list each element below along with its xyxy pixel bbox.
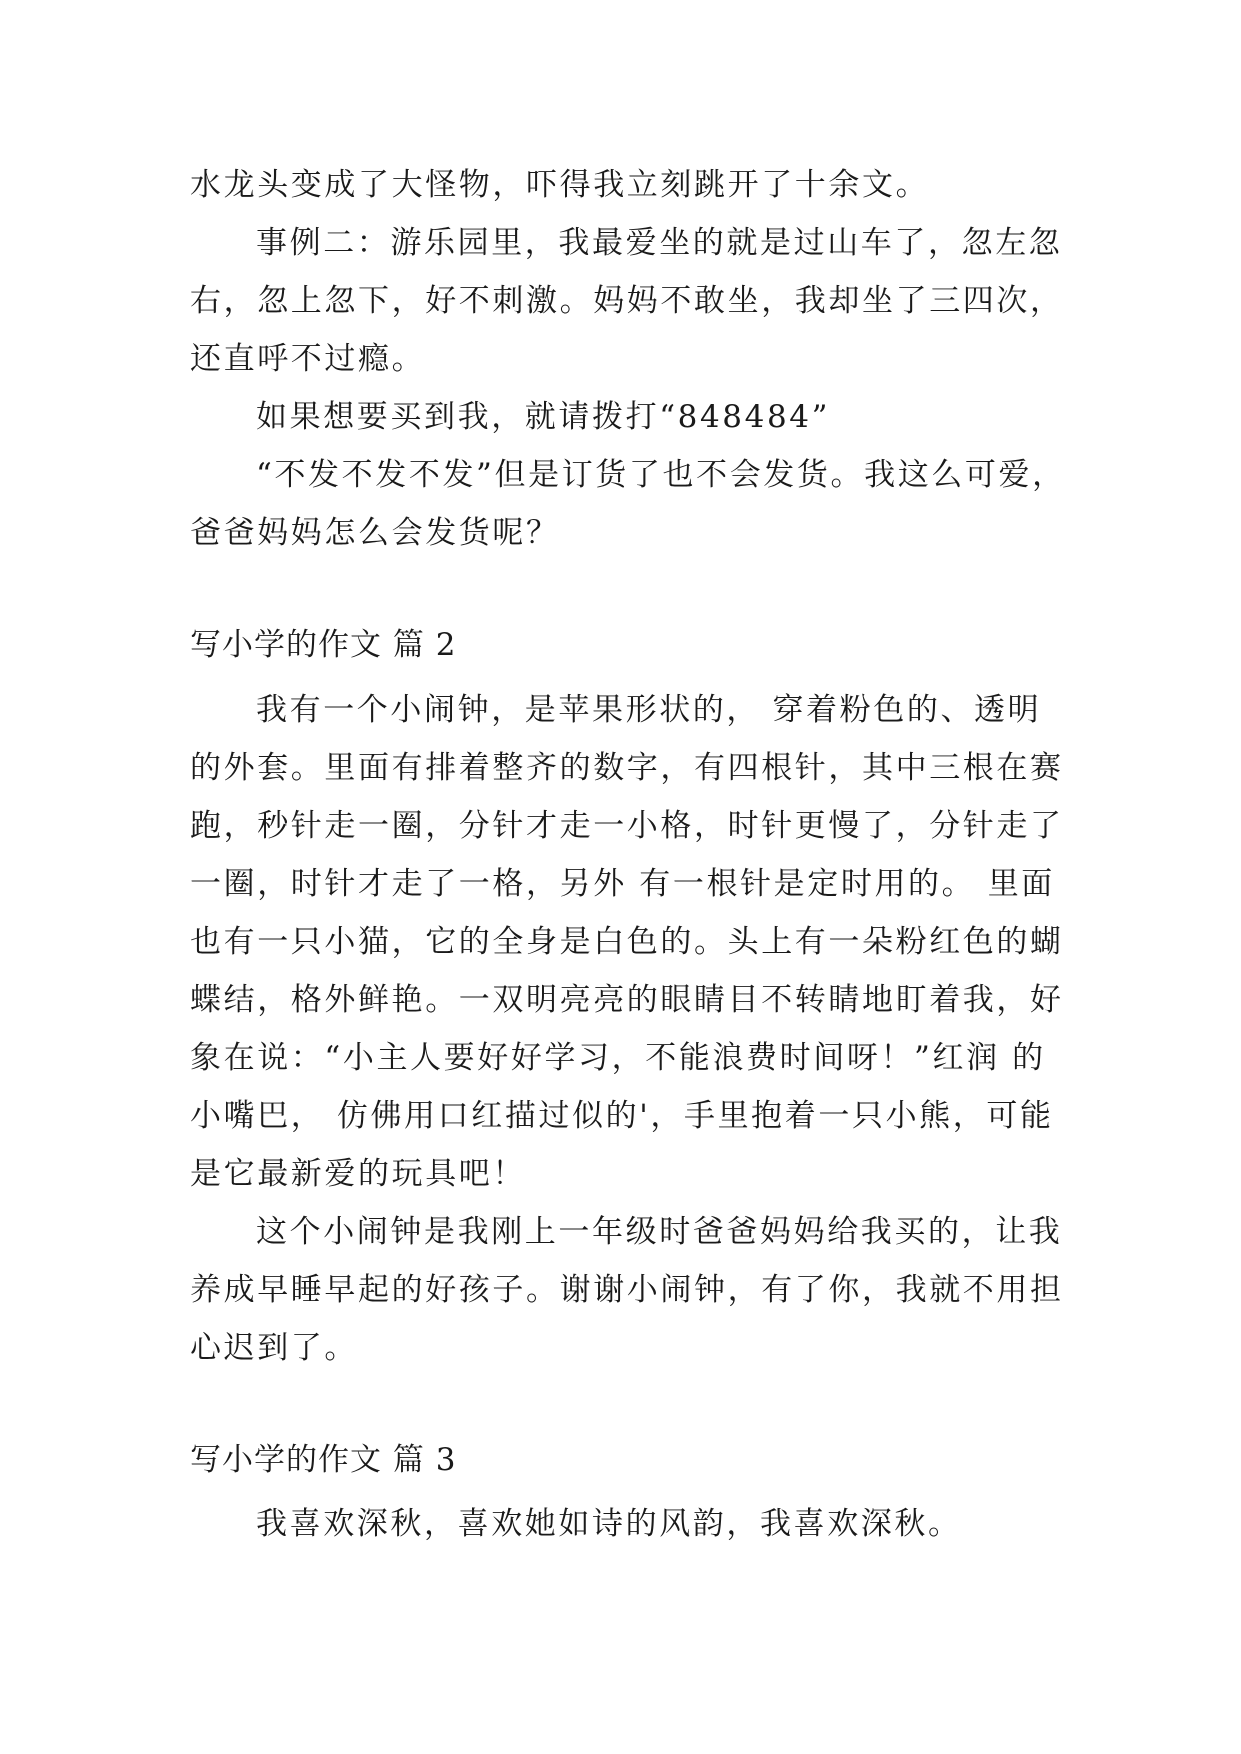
text-line: 右，忽上忽下，好不刺激。妈妈不敢坐，我却坐了三四次，	[190, 283, 1064, 319]
text-line: 是它最新爱的玩具吧！	[190, 1156, 526, 1192]
section-heading: 写小学的作文 篇 3	[190, 1442, 457, 1478]
text-line: 象在说：“小主人要好好学习，不能浪费时间呀！”红润 的	[190, 1040, 1046, 1076]
paragraph-start: 如果想要买到我，就请拨打“848484”	[256, 399, 831, 435]
text-line: 蝶结，格外鲜艳。一双明亮亮的眼睛目不转睛地盯着我，好	[190, 982, 1064, 1018]
paragraph-start: 这个小闹钟是我刚上一年级时爸爸妈妈给我买的，让我	[256, 1214, 1063, 1250]
text-line: 养成早睡早起的好孩子。谢谢小闹钟，有了你，我就不用担	[190, 1272, 1064, 1308]
text-line: 心迟到了。	[190, 1330, 358, 1366]
text-line: 水龙头变成了大怪物，吓得我立刻跳开了十余文。	[190, 167, 930, 203]
text-line: 爸爸妈妈怎么会发货呢？	[190, 515, 560, 551]
paragraph-start: 事例二：游乐园里，我最爱坐的就是过山车了，忽左忽	[256, 225, 1063, 261]
paragraph-start: 我有一个小闹钟，是苹果形状的， 穿着粉色的、透明	[256, 692, 1042, 728]
text-line: 还直呼不过瘾。	[190, 341, 426, 377]
paragraph-start: 我喜欢深秋，喜欢她如诗的风韵，我喜欢深秋。	[256, 1506, 962, 1542]
section-heading: 写小学的作文 篇 2	[190, 627, 457, 663]
text-line: 一圈，时针才走了一格，另外 有一根针是定时用的。 里面	[190, 866, 1055, 902]
text-line: 的外套。里面有排着整齐的数字，有四根针，其中三根在赛	[190, 750, 1064, 786]
paragraph-start: “不发不发不发”但是订货了也不会发货。我这么可爱，	[256, 457, 1066, 493]
text-line: 也有一只小猫，它的全身是白色的。头上有一朵粉红色的蝴	[190, 924, 1064, 960]
text-line: 小嘴巴， 仿佛用口红描过似的'，手里抱着一只小熊，可能	[190, 1098, 1054, 1134]
text-line: 跑，秒针走一圈，分针才走一小格，时针更慢了，分针走了	[190, 808, 1064, 844]
